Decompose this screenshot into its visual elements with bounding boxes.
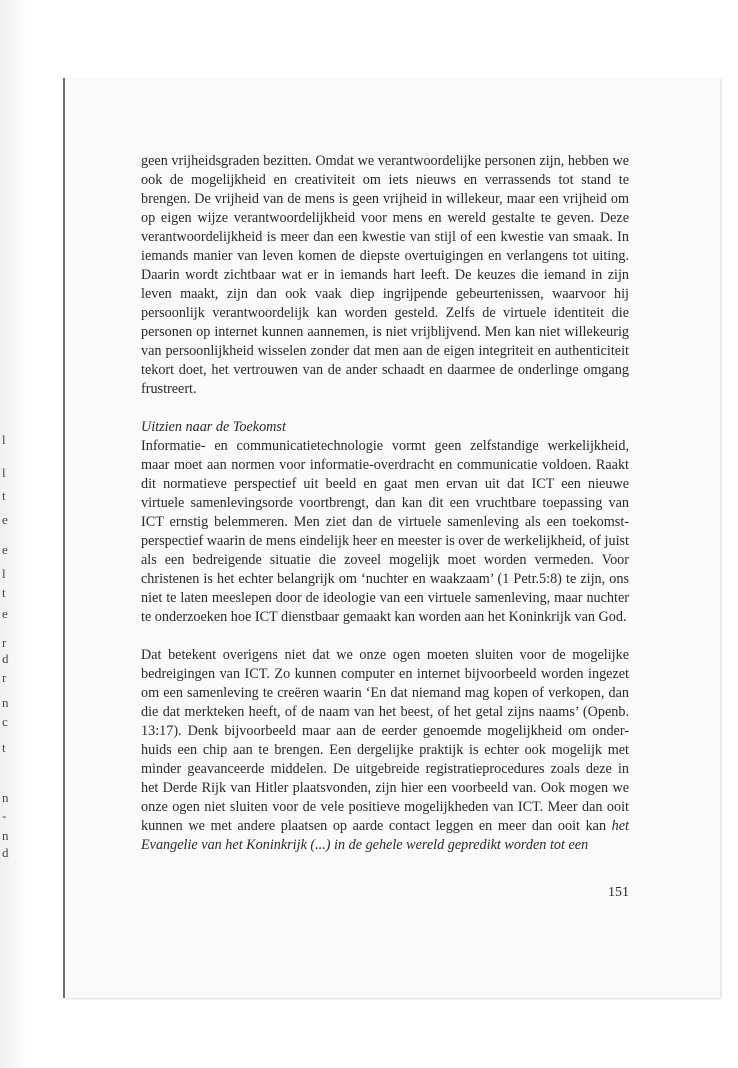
bleed-char: r <box>2 670 7 685</box>
bleed-char: n <box>2 828 9 843</box>
facing-page-edge <box>0 0 28 1068</box>
bleed-char: n <box>2 790 9 805</box>
body-text <box>141 152 629 855</box>
paragraph-3 <box>141 646 629 855</box>
bleed-char: d <box>2 651 9 666</box>
bleed-char: t <box>2 585 6 600</box>
section-heading: Uitzien naar de Toekomst <box>141 419 286 435</box>
bleed-char: e <box>2 542 8 557</box>
bleed-char: t <box>2 740 6 755</box>
bleed-char: t <box>2 488 6 503</box>
paragraph-3-body: Dat betekent overigens niet dat we onze ogen moeten sluiten voor de mogelijke bedreigingen van ICT. Zo kunnen computer en internet bijvoorbeeld worden ingezet om een samenleving te creëren waarin ‘En dat niemand mag kopen of verkopen, dan die dat merkteken heeft, of de naam van het beest, of het getal zijns naams’ (Openb. 13:17). Denk bijvoorbeeld maar aan de eerder genoemde mogelijkheid om onder-huids een chip aan te brengen. Een dergelijke praktijk is echter ook mogelijk met minder geavanceerde middelen. De uitgebreide registratieprocedures zoals deze in het Derde Rijk van Hitler plaatsvonden, zijn hier een voorbeeld van. Ook mogen we onze ogen niet sluiten voor de vele positieve mogelijkheden van ICT. Meer dan ooit kunnen we met andere plaatsen op aarde contact leggen en meer dan ooit kan <box>141 647 629 834</box>
page-number: 151 <box>608 885 629 900</box>
paragraph-3-italic-quote: het Evangelie van het Koninkrijk (...) in de gehele wereld gepredikt worden tot een <box>141 818 629 853</box>
bleed-char: l <box>2 432 6 447</box>
paragraph-2: Informatie- en communicatietechnologie vormt geen zelfstandige werkelijkheid, maar moet aan normen voor informatie-overdracht en communicatie voldoen. Raakt dit normatieve perspectief uit beeld en gaat men ervan uit dat ICT een nieuwe virtuele samenlevingsorde voortbrengt, dan kan dit een vruchtbare toepassing van ICT ernstig belemmeren. Men ziet dan de virtuele samenleving als een toekomst-perspectief waarin de mens eindelijk heer en meester is over de werkelijkheid, of juist als een bedreigende situatie die zoveel mogelijk moet worden vermeden. Voor christenen is het echter belangrijk om ‘nuchter en waakzaam’ (1 Petr.5:8) te zijn, ons niet te laten meeslepen door de ideologie van een virtuele samenleving, maar nuchter te onderzoeken hoe ICT dienstbaar gemaakt kan worden aan het Koninkrijk van God. <box>141 438 629 625</box>
paragraph-1: geen vrijheidsgraden bezitten. Omdat we verantwoordelijke personen zijn, hebben we ook de mogelijkheid en creativiteit om iets nieuws en verrassends tot stand te brengen. De vrijheid van de mens is geen vrijheid in willekeur, maar een vrijheid om op eigen wijze verantwoordelijkheid voor mens en wereld gestalte te geven. Deze verantwoordelijkheid is meer dan een kwestie van stijl of een kwestie van smaak. In iemands manier van leven komen de diepste overtuigingen en verlangens tot uiting. Daarin wordt zichtbaar wat er in iemands hart leeft. De keuzes die iemand in zijn leven maakt, zijn dan ook vaak diep ingrijpende gebeurtenissen, waarvoor hij persoonlijk verantwoordelijk kan worden gesteld. Zelfs de virtuele identiteit die personen op internet kunnen aannemen, is niet vrijblijvend. Men kan niet willekeurig van persoonlijkheid wisselen zonder dat men aan de eigen integriteit en authenticiteit tekort doet, het vertrouwen van de ander schaadt en daarmee de onderlinge omgang frustreert. <box>141 153 629 397</box>
bleed-char: e <box>2 606 8 621</box>
page-spine-shadow <box>63 78 65 998</box>
bleed-char: c <box>2 714 8 729</box>
bleed-char: d <box>2 845 9 860</box>
bleed-char: r <box>2 635 7 650</box>
bleed-char: l <box>2 566 6 581</box>
bleed-char: n <box>2 695 9 710</box>
bleed-char: e <box>2 512 8 527</box>
bleed-char: - <box>2 808 7 823</box>
bleed-char: l <box>2 465 6 480</box>
